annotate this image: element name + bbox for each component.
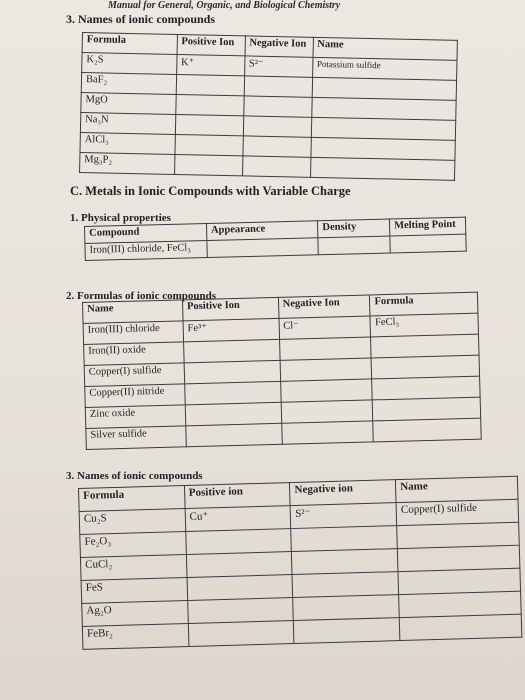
- cell-positive-ion[interactable]: [184, 360, 280, 383]
- cell-positive-ion[interactable]: K⁺: [176, 54, 244, 75]
- cell-formula[interactable]: [373, 397, 481, 421]
- cell-positive-ion[interactable]: [185, 529, 291, 555]
- ionic-names-table-2: [78, 476, 522, 650]
- cell-negative-ion[interactable]: [243, 116, 311, 137]
- cell-negative-ion[interactable]: [281, 400, 373, 423]
- cell-name[interactable]: [310, 157, 455, 180]
- cell-formula: Na₃N: [80, 112, 175, 134]
- cell-negative-ion[interactable]: [292, 549, 398, 575]
- col-positive-ion: Positive Ion: [182, 297, 278, 320]
- names-title: 3. Names of ionic compounds: [66, 470, 203, 482]
- cell-negative-ion[interactable]: [291, 526, 397, 552]
- cell-positive-ion[interactable]: [186, 423, 282, 446]
- col-positive-ion: Positive ion: [184, 483, 290, 509]
- cell-name: Zinc oxide: [85, 405, 185, 429]
- cell-negative-ion[interactable]: [244, 76, 312, 97]
- cell-formula[interactable]: [371, 355, 479, 379]
- cell-positive-ion[interactable]: [187, 575, 293, 601]
- cell-name: Copper(II) nitride: [85, 384, 185, 408]
- cell-name: Iron(III) chloride: [83, 321, 183, 345]
- formulas-table: [82, 292, 482, 450]
- physical-properties-title: 1. Physical properties: [70, 212, 171, 224]
- col-melting-point: Melting Point: [389, 217, 465, 236]
- col-negative-ion: Negative ion: [290, 480, 396, 506]
- cell-positive-ion[interactable]: [174, 154, 242, 175]
- cell-positive-ion[interactable]: [175, 114, 243, 135]
- cell-positive-ion[interactable]: [176, 74, 244, 95]
- col-compound: Compound: [85, 224, 207, 244]
- cell-formula: Ag₂O: [82, 600, 188, 626]
- cell-formula[interactable]: [371, 334, 479, 358]
- cell-name: Copper(I) sulfide: [84, 363, 184, 387]
- cell-formula: BaF₂: [81, 73, 176, 95]
- cell-positive-ion[interactable]: [186, 552, 292, 578]
- cell-name[interactable]: Copper(I) sulfide: [396, 499, 518, 525]
- cell-negative-ion[interactable]: [293, 595, 399, 621]
- cell-positive-ion[interactable]: [187, 598, 293, 624]
- cell-positive-ion[interactable]: [183, 339, 279, 362]
- col-name: Name: [83, 300, 183, 324]
- ionic-names-table-1: [79, 32, 458, 181]
- cell-positive-ion[interactable]: [188, 621, 294, 647]
- cell-positive-ion[interactable]: [185, 381, 281, 404]
- cell-negative-ion[interactable]: [279, 337, 371, 360]
- cell-name: Silver sulfide: [86, 426, 186, 450]
- col-negative-ion: Negative Ion: [278, 295, 370, 318]
- cell-name[interactable]: [397, 522, 519, 548]
- cell-positive-ion[interactable]: Cu⁺: [185, 506, 291, 532]
- col-formula: Formula: [79, 486, 185, 512]
- cell-formula: FeS: [81, 577, 187, 603]
- col-formula: Formula: [82, 33, 177, 55]
- col-negative-ion: Negative Ion: [245, 36, 313, 57]
- col-appearance: Appearance: [206, 221, 318, 241]
- cell-negative-ion[interactable]: [242, 156, 310, 177]
- cell-formula: CuCl₂: [80, 555, 186, 581]
- cell-name[interactable]: [399, 614, 521, 640]
- cell-negative-ion[interactable]: S²⁻: [290, 503, 396, 529]
- col-name: Name: [313, 37, 458, 60]
- col-positive-ion: Positive Ion: [177, 34, 245, 55]
- cell-formula: K₂S: [82, 53, 177, 75]
- cell-density[interactable]: [318, 236, 390, 255]
- cell-negative-ion[interactable]: [294, 618, 400, 644]
- cell-formula: AlCl₃: [80, 132, 175, 154]
- cell-negative-ion[interactable]: S²⁻: [244, 56, 312, 77]
- cell-formula: Fe₂O₃: [80, 532, 186, 558]
- cell-positive-ion[interactable]: [185, 402, 281, 425]
- cell-formula: Mg₃P₂: [80, 152, 175, 174]
- cell-negative-ion[interactable]: [280, 379, 372, 402]
- cell-formula: Cu₂S: [79, 509, 185, 535]
- cell-name[interactable]: Potassium sulfide: [312, 57, 457, 80]
- cell-positive-ion[interactable]: [175, 94, 243, 115]
- cell-formula: MgO: [81, 92, 176, 114]
- col-density: Density: [318, 219, 390, 238]
- cell-formula: FeBr₂: [82, 623, 188, 649]
- cell-negative-ion[interactable]: [243, 96, 311, 117]
- cell-compound: Iron(III) chloride, FeCl₃: [85, 241, 207, 261]
- cell-name[interactable]: [398, 568, 520, 594]
- cell-name[interactable]: [399, 591, 521, 617]
- cell-negative-ion[interactable]: Cl⁻: [279, 316, 371, 339]
- section-3-title: 3. Names of ionic compounds: [66, 12, 216, 26]
- cell-positive-ion[interactable]: Fe³⁺: [183, 318, 279, 341]
- cell-appearance[interactable]: [207, 238, 319, 258]
- col-name: Name: [396, 476, 518, 502]
- cell-formula[interactable]: [372, 376, 480, 400]
- cell-formula[interactable]: [373, 418, 481, 442]
- cell-negative-ion[interactable]: [280, 358, 372, 381]
- cell-positive-ion[interactable]: [175, 134, 243, 155]
- cell-name[interactable]: [398, 545, 520, 571]
- cell-formula[interactable]: FeCl₃: [370, 313, 478, 337]
- cell-melting-point[interactable]: [390, 234, 466, 253]
- cell-name: Iron(II) oxide: [84, 342, 184, 366]
- section-c-title: C. Metals in Ionic Compounds with Variable Charge: [70, 184, 351, 198]
- formulas-title: 2. Formulas of ionic compounds: [66, 290, 217, 302]
- cell-negative-ion[interactable]: [243, 136, 311, 157]
- page-header: Manual for General, Organic, and Biological Chemistry: [108, 0, 341, 11]
- cell-negative-ion[interactable]: [281, 421, 373, 444]
- cell-negative-ion[interactable]: [292, 572, 398, 598]
- col-formula: Formula: [370, 292, 478, 316]
